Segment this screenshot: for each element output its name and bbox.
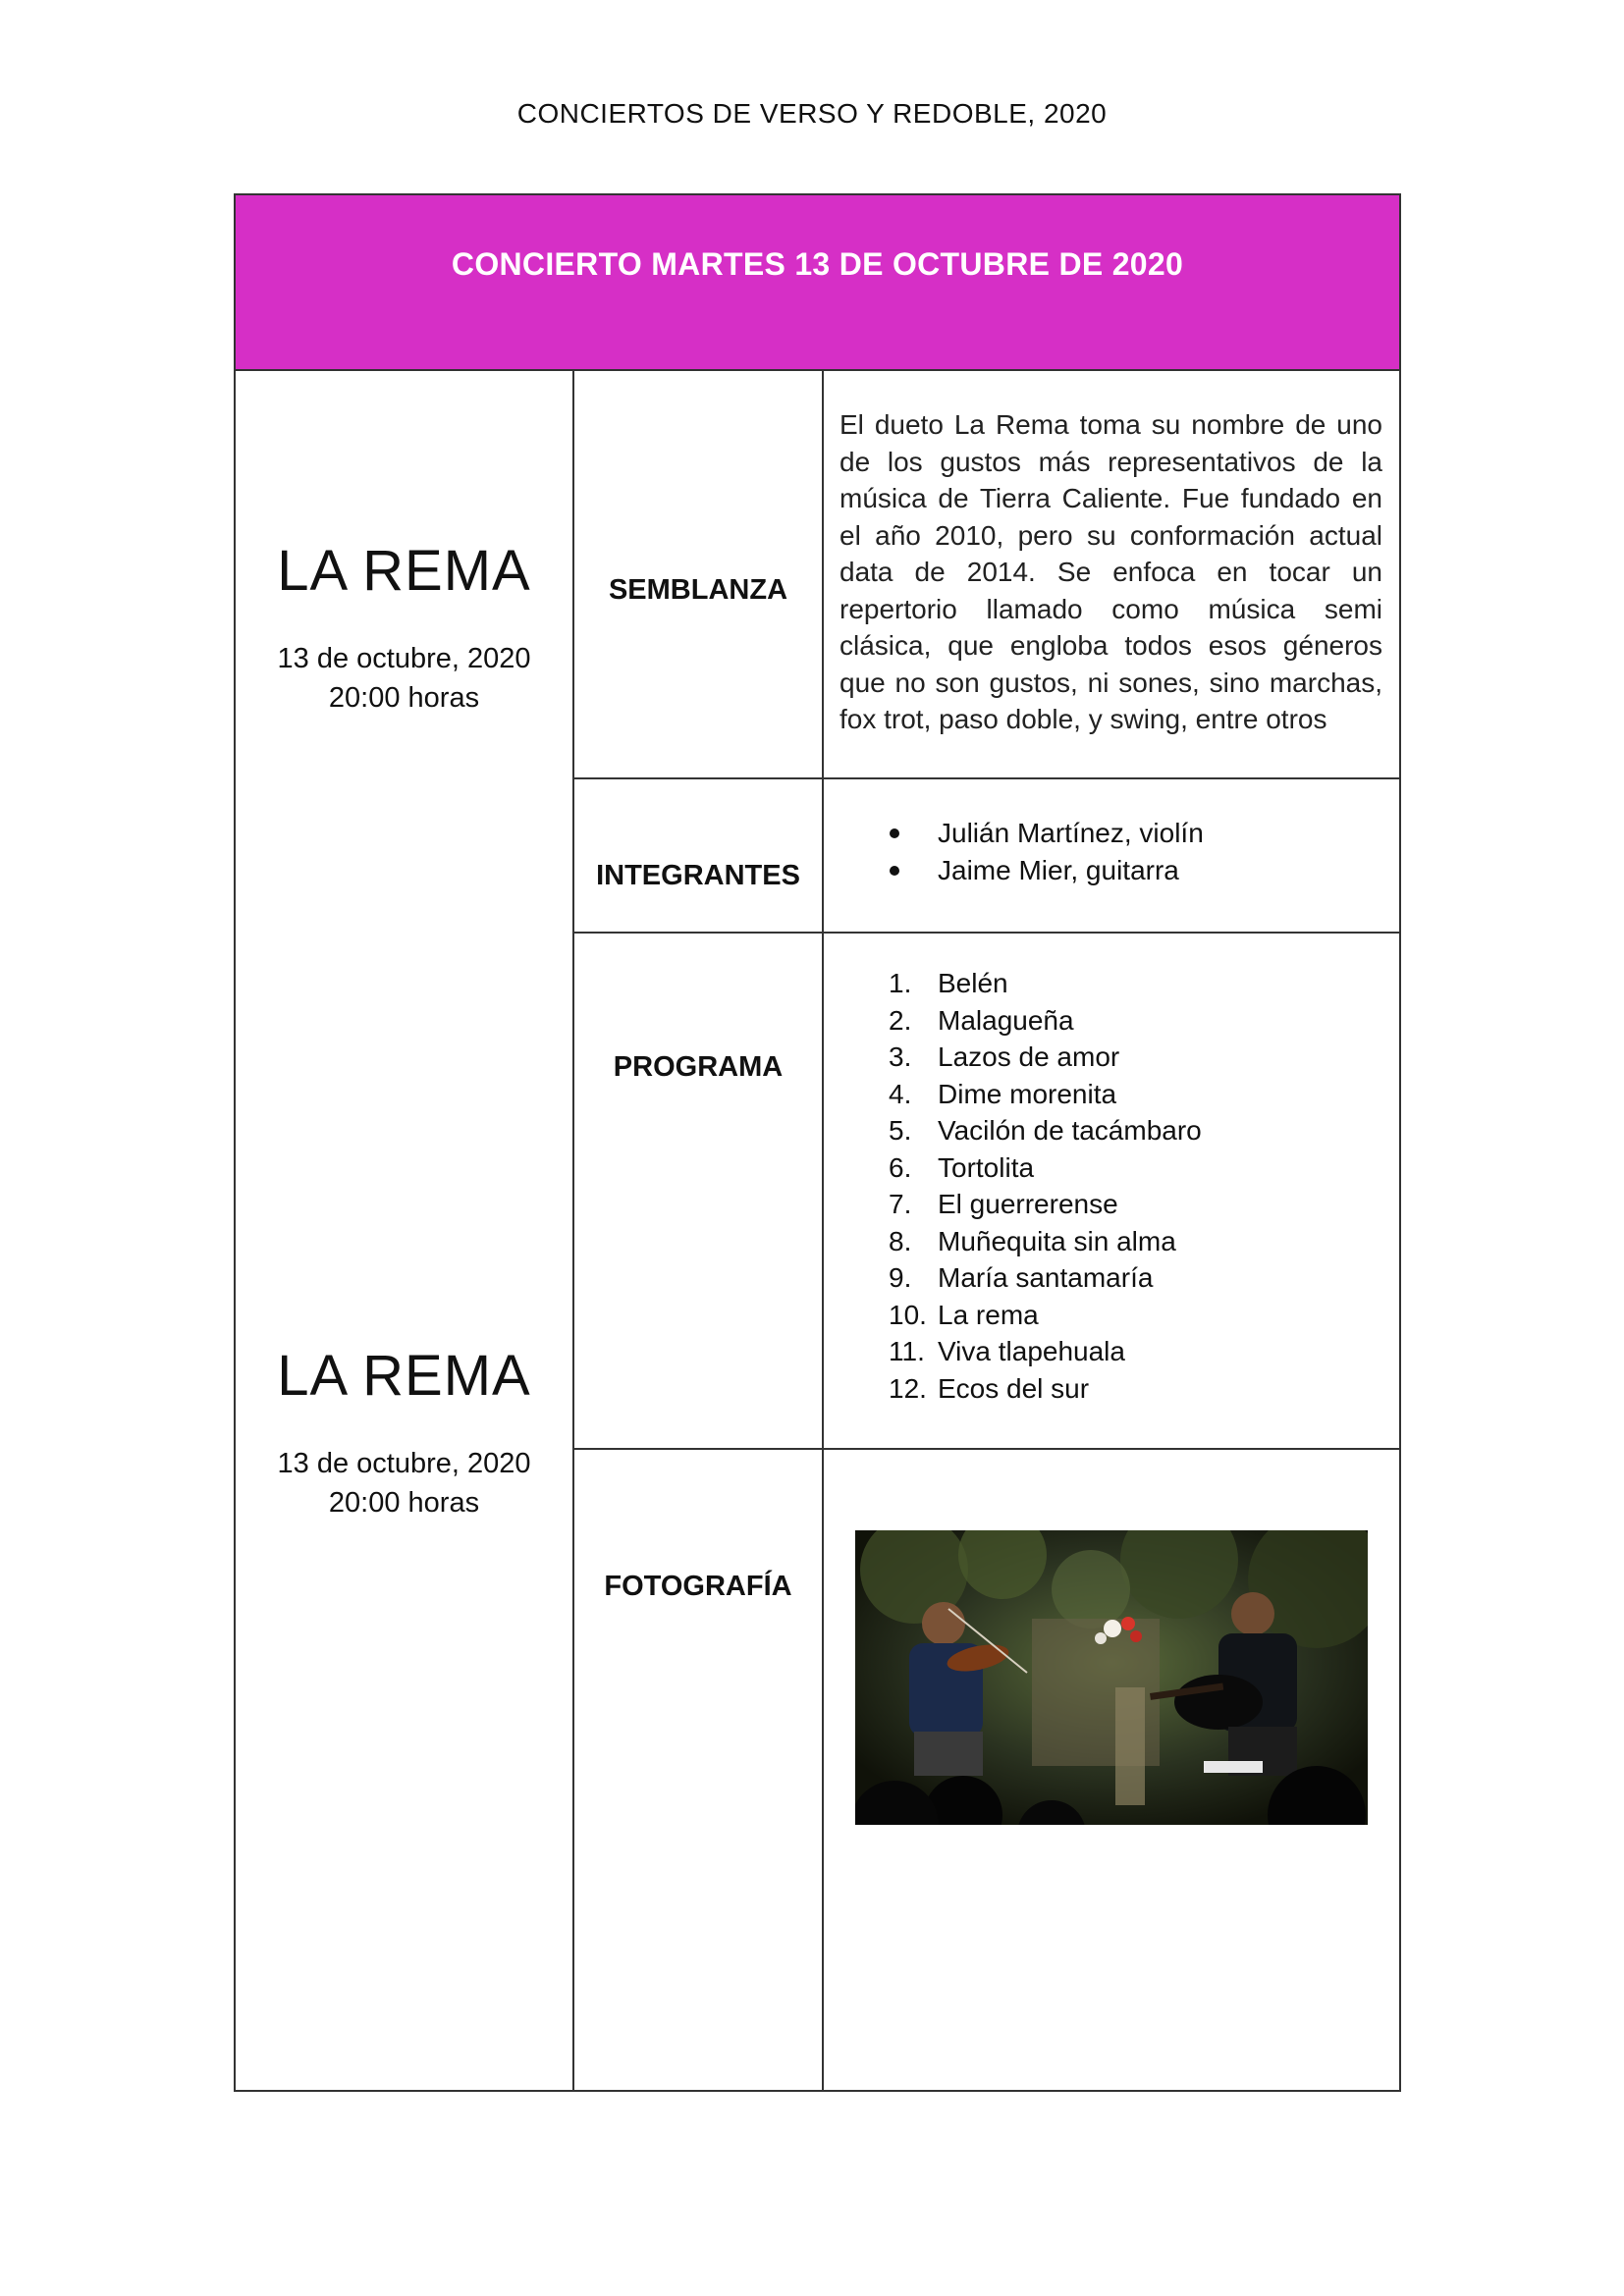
document-header: CONCIERTOS DE VERSO Y REDOBLE, 2020 xyxy=(516,98,1108,129)
integrantes-label-cell xyxy=(574,779,824,932)
programa-content-cell xyxy=(824,934,1399,1448)
event-name: LA REMA xyxy=(277,1344,531,1408)
fotografia-label-cell xyxy=(574,1450,824,2090)
event-info xyxy=(236,1342,572,1522)
program-item: 2. Malagueña xyxy=(889,1004,1074,1036)
program-list xyxy=(824,965,1202,1407)
bullet-icon xyxy=(890,828,899,838)
member-item: Jaime Mier, guitarra xyxy=(824,852,1204,889)
event-column xyxy=(236,371,574,2090)
program-item: 7. El guerrerense xyxy=(889,1189,1118,1219)
event-name: LA REMA xyxy=(277,539,531,603)
program-item: 1. Belén xyxy=(889,968,1008,998)
event-date: 13 de octubre, 2020 xyxy=(277,643,531,674)
semblanza-content-cell xyxy=(824,371,1399,777)
semblanza-label: SEMBLANZA xyxy=(608,574,788,606)
fotografia-label: FOTOGRAFÍA xyxy=(604,1571,792,1602)
member-item: Julián Martínez, violín xyxy=(824,815,1204,852)
musicians-photo xyxy=(855,1530,1368,1825)
event-info xyxy=(236,537,572,718)
bullet-icon xyxy=(890,866,899,876)
program-item: 8. Muñequita sin alma xyxy=(889,1225,1176,1256)
integrantes-label: INTEGRANTES xyxy=(596,860,800,891)
program-item: 11. Viva tlapehuala xyxy=(889,1336,1125,1366)
program-item: 12. Ecos del sur xyxy=(889,1372,1090,1404)
program-item: 4. Dime morenita xyxy=(889,1078,1117,1109)
program-item: 10. La rema xyxy=(889,1299,1039,1330)
program-item: 6. Tortolita xyxy=(889,1151,1035,1183)
integrantes-content-cell xyxy=(824,779,1399,932)
concert-banner xyxy=(236,195,1399,371)
program-item: 3. Lazos de amor xyxy=(889,1041,1120,1072)
semblanza-text: El dueto La Rema toma su nombre de uno de los gustos más representativos de la música de Tierra Caliente. Fue fundado en el año 2010, pero su conformación actual data de 2014. Se enfoca en tocar un repertorio llamado como música semi clásica, que engloba todos esos géneros que no son gustos, ni sones, sino marchas, fox trot, paso doble, y swing, entre otros xyxy=(839,409,1382,734)
semblanza-label-cell xyxy=(574,371,824,777)
banner-title: CONCIERTO MARTES 13 DE OCTUBRE DE 2020 xyxy=(451,246,1184,282)
event-time: 20:00 horas xyxy=(328,682,480,714)
event-date: 13 de octubre, 2020 xyxy=(277,1448,531,1479)
fotografia-content-cell xyxy=(824,1450,1399,2090)
programa-label: PROGRAMA xyxy=(613,1051,784,1083)
concert-table xyxy=(234,193,1401,2092)
program-item: 9. María santamaría xyxy=(889,1262,1154,1293)
programa-label-cell xyxy=(574,934,824,1448)
members-list xyxy=(824,815,1204,888)
event-time: 20:00 horas xyxy=(328,1487,480,1519)
program-item: 5. Vacilón de tacámbaro xyxy=(889,1115,1202,1146)
